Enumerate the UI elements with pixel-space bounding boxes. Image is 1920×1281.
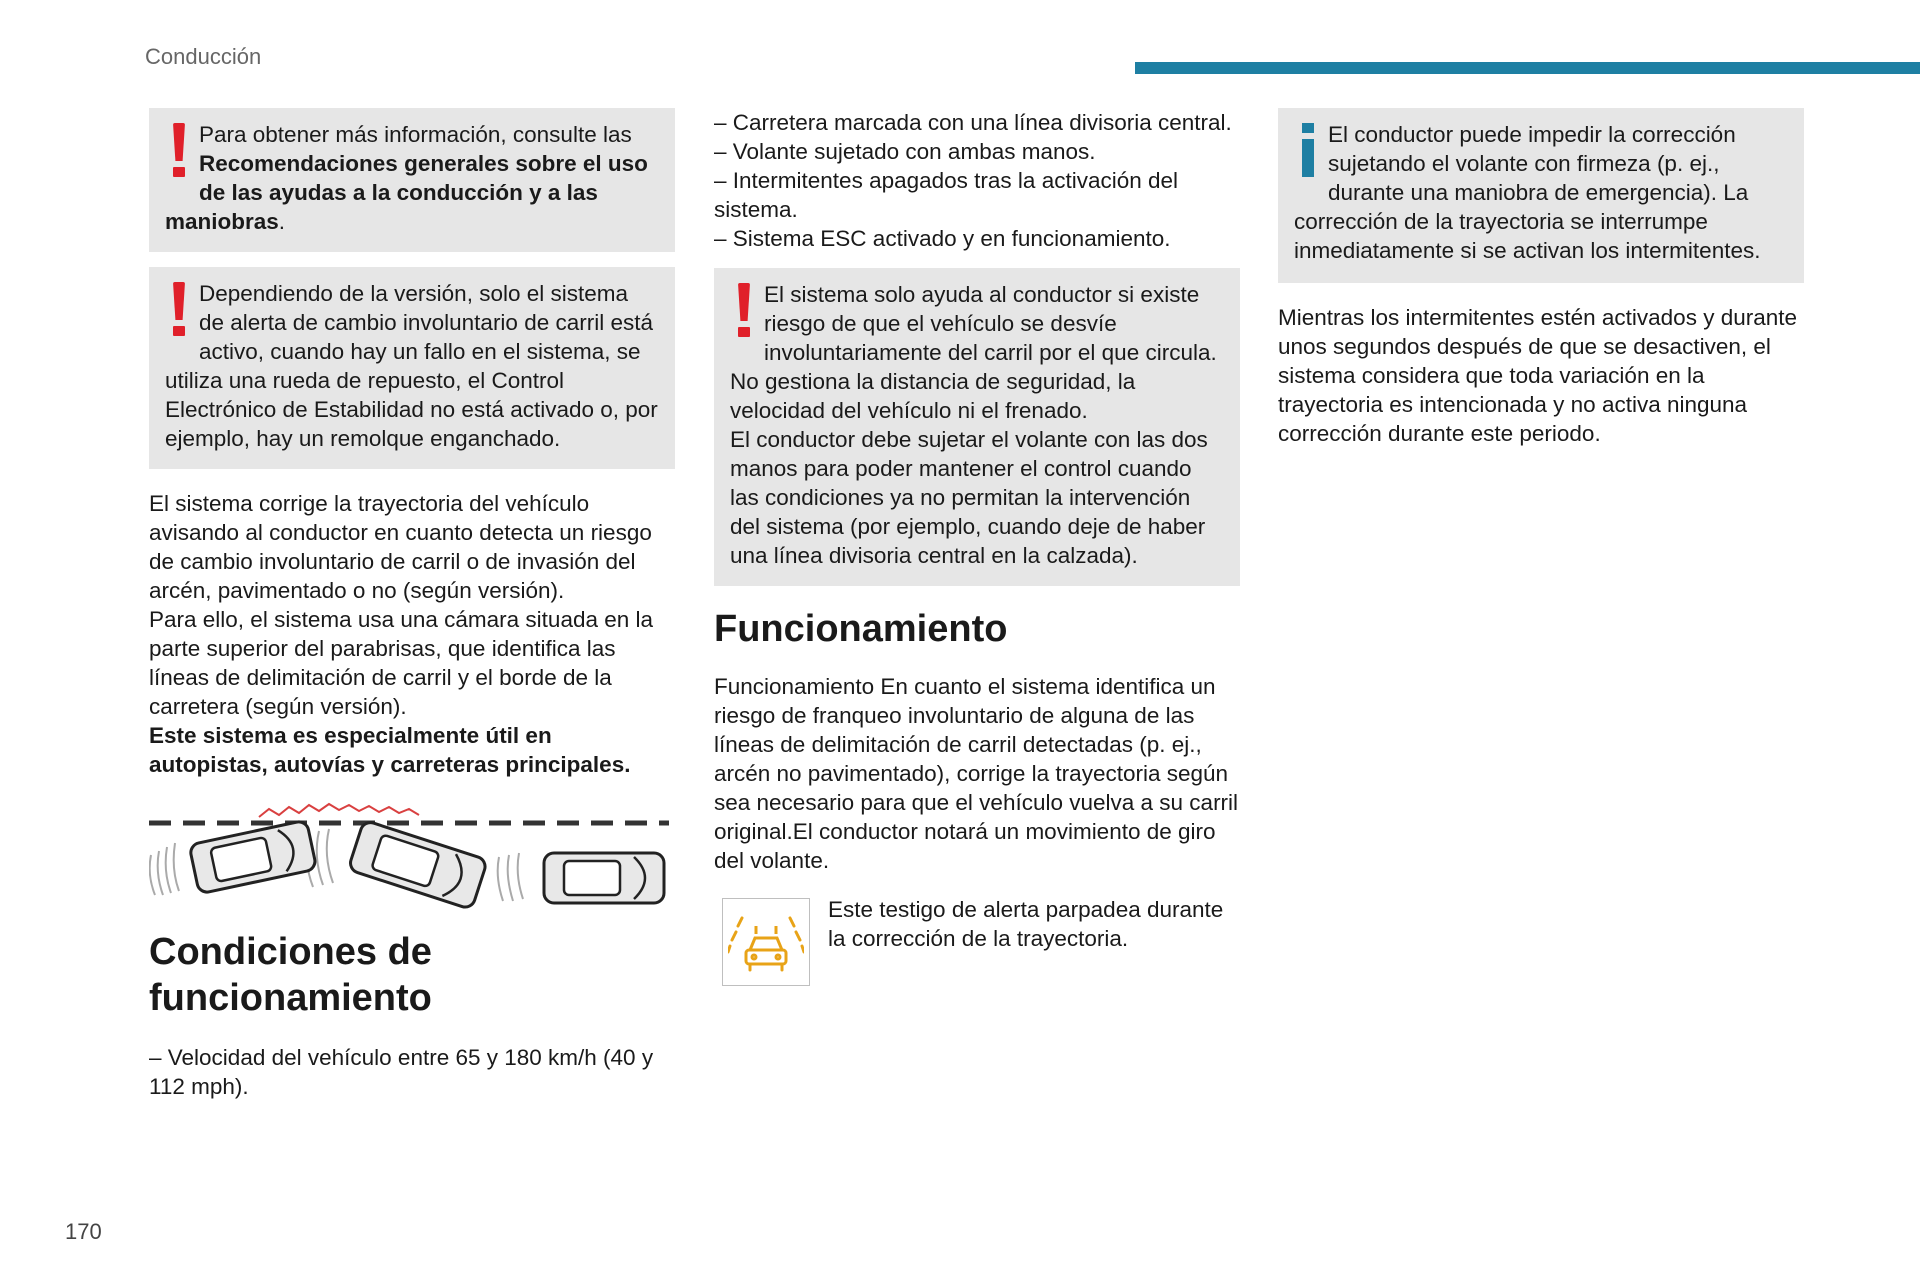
condition-item: – Carretera marcada con una línea divisoria central. <box>714 110 1232 135</box>
condition-item: – Sistema ESC activado y en funcionamiento. <box>714 226 1171 251</box>
condition-item: – Volante sujetado con ambas manos. <box>714 139 1096 164</box>
condition-item: – Velocidad del vehículo entre 65 y 180 km/h (40 y 112 mph). <box>149 1045 654 1099</box>
warning-text-post: . <box>278 209 286 234</box>
column-1 <box>149 108 675 1101</box>
info-icon <box>1294 123 1322 179</box>
warning-box-version <box>149 267 675 469</box>
warning-text-pre: Para obtener más información, consulte las <box>199 122 632 147</box>
warning-icon <box>165 282 193 338</box>
paragraph: El sistema corrige la trayectoria del vehículo avisando al conductor en cuanto detecta un riesgo de cambio involuntario de carril o de invasión del arcén, pavimentado o no (según versión). <box>149 491 652 603</box>
warning-icon <box>165 123 193 179</box>
paragraph: Para ello, el sistema usa una cámara situada en la parte superior del parabrisas, que identifica las líneas de delimitación de carril y el borde de la carretera (según versión). <box>149 607 654 719</box>
warning-box-more-info <box>149 108 675 252</box>
warning-text <box>165 120 659 236</box>
column-2 <box>714 108 1240 986</box>
paragraph: Funcionamiento En cuanto el sistema identifica un riesgo de franqueo involuntario de alguna de las líneas de delimitación de carril detectadas (p. ej., arcén no pavimentado), corrige la trayectoria según sea necesario para que el vehículo vuelva a su carril original.El conductor notará un movimiento de giro del volante. <box>714 674 1239 873</box>
lane-keeping-illustration <box>149 795 669 915</box>
warning-icon <box>730 283 758 339</box>
lane-car-icon <box>728 904 804 980</box>
warning-text: Dependiendo de la versión, solo el sistema de alerta de cambio involuntario de carril está activo, cuando hay un fallo en el sistema, se utiliza una rueda de repuesto, el Control Electrónico de Estabilidad no está activado o, por ejemplo, hay un remolque enganchado. <box>165 281 658 451</box>
header-accent-bar <box>1135 62 1920 74</box>
section-heading-conditions: Condiciones de funcionamiento <box>149 931 432 1019</box>
recommendations-reference: Recomendaciones generales sobre el uso de las ayudas a la conducción y a las maniobras <box>165 151 648 234</box>
info-text: El conductor puede impedir la corrección sujetando el volante con firmeza (p. ej., durante una maniobra de emergencia). La corrección de la trayectoria se interrumpe inmediatamente si se activan los intermitentes. <box>1294 122 1761 263</box>
highlight-text: Este sistema es especialmente útil en autopistas, autovías y carreteras principales. <box>149 723 631 777</box>
info-box-override <box>1278 108 1804 283</box>
lane-keep-warning-light-icon <box>722 898 810 986</box>
paragraph-bold <box>149 721 675 779</box>
warning-text: El sistema solo ayuda al conductor si existe riesgo de que el vehículo se desvíe involuntariamente del carril por el que circula. No gestiona la distancia de seguridad, la velocidad del vehículo ni el frenado. <box>730 282 1217 423</box>
warning-box-assist-only <box>714 268 1240 586</box>
warning-light-description: Este testigo de alerta parpadea durante la corrección de la trayectoria. <box>828 897 1224 951</box>
condition-item: – Intermitentes apagados tras la activación del sistema. <box>714 168 1179 222</box>
section-title: Conducción <box>145 44 262 69</box>
warning-text: El conductor debe sujetar el volante con las dos manos para poder mantener el control cuando las condiciones ya no permitan la intervención del sistema (por ejemplo, cuando deje de haber una línea divisoria central en la calzada). <box>730 427 1208 568</box>
page-number: 170 <box>65 1219 102 1244</box>
column-3 <box>1278 108 1804 448</box>
paragraph: Mientras los intermitentes estén activados y durante unos segundos después de que se desactiven, el sistema considera que toda variación en la trayectoria es intencionada y no activa ninguna corrección durante este periodo. <box>1278 305 1798 446</box>
warning-light-row <box>714 895 1240 986</box>
section-heading-operation: Funcionamiento <box>714 608 1008 650</box>
